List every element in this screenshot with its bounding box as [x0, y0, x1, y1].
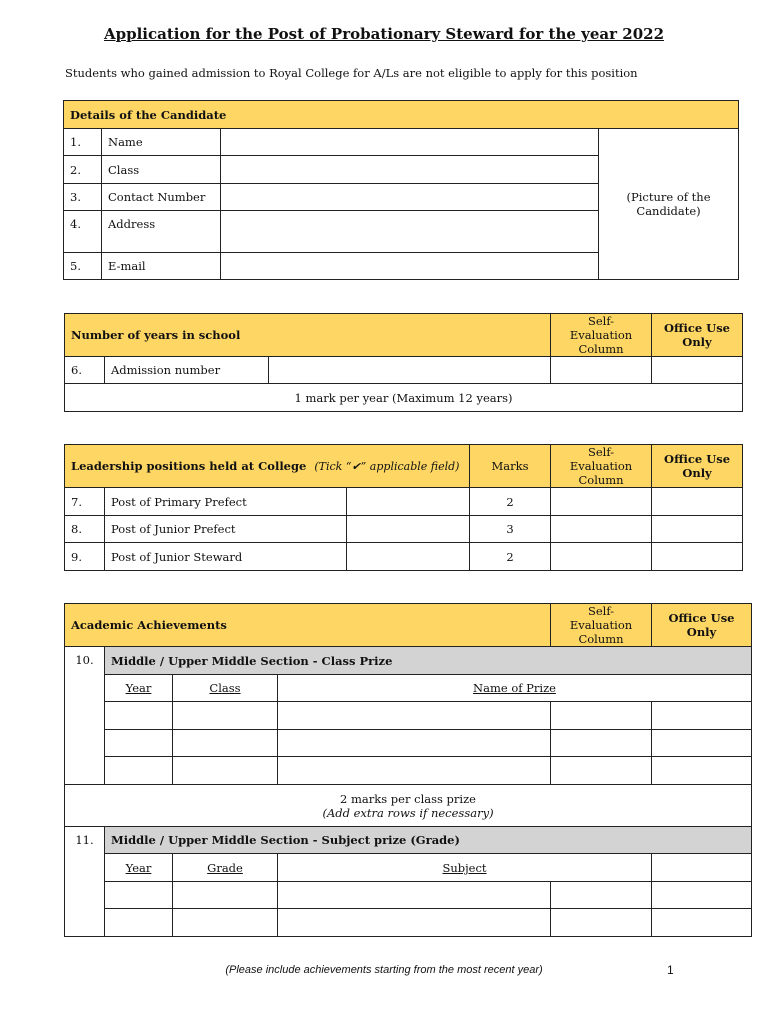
- row-number: 8.: [65, 516, 105, 543]
- office-use-cell: [652, 757, 752, 785]
- class-field[interactable]: [221, 156, 599, 184]
- self-evaluation-cell[interactable]: [551, 516, 652, 543]
- junior-steward-label: Post of Junior Steward: [105, 543, 347, 571]
- self-evaluation-cell[interactable]: [551, 488, 652, 516]
- self-evaluation-cell[interactable]: [551, 909, 652, 937]
- row-number: 7.: [65, 488, 105, 516]
- class-prize-class-cell[interactable]: [173, 702, 278, 730]
- primary-prefect-tick-field[interactable]: [347, 488, 470, 516]
- class-prize-year-cell[interactable]: [105, 757, 173, 785]
- class-column-header: Class: [173, 675, 278, 702]
- office-use-header: Office Use Only: [652, 445, 743, 488]
- name-field[interactable]: [221, 129, 599, 156]
- prize-name-column-header: Name of Prize: [278, 675, 752, 702]
- self-evaluation-cell[interactable]: [551, 730, 652, 757]
- subject-prize-grade-cell[interactable]: [173, 909, 278, 937]
- class-prize-class-cell[interactable]: [173, 757, 278, 785]
- self-evaluation-header: Self-Evaluation Column: [551, 445, 652, 488]
- subject-prize-year-cell[interactable]: [105, 882, 173, 909]
- class-prize-name-cell[interactable]: [278, 730, 551, 757]
- self-evaluation-header: Self-Evaluation Column: [551, 314, 652, 357]
- self-evaluation-cell[interactable]: [551, 757, 652, 785]
- year-column-header: Year: [105, 854, 173, 882]
- self-evaluation-header: Self-Evaluation Column: [551, 604, 652, 647]
- subject-prize-year-cell[interactable]: [105, 909, 173, 937]
- row-number: 2.: [64, 156, 102, 184]
- admission-number-label: Admission number: [105, 357, 269, 384]
- leadership-table: [64, 444, 743, 571]
- admission-number-field[interactable]: [269, 357, 551, 384]
- class-prize-year-cell[interactable]: [105, 730, 173, 757]
- class-prize-note: [65, 785, 752, 827]
- primary-prefect-label: Post of Primary Prefect: [105, 488, 347, 516]
- row-number: 6.: [65, 357, 105, 384]
- class-prize-marking-note: 2 marks per class prize: [340, 791, 476, 806]
- primary-prefect-marks: 2: [470, 488, 551, 516]
- junior-prefect-label: Post of Junior Prefect: [105, 516, 347, 543]
- self-evaluation-cell[interactable]: [551, 882, 652, 909]
- leadership-section-header: [65, 445, 470, 488]
- row-number: 10.: [65, 647, 105, 785]
- office-use-cell: [652, 488, 743, 516]
- office-use-cell: [652, 702, 752, 730]
- office-use-cell: [652, 357, 743, 384]
- years-section-header: Number of years in school: [65, 314, 551, 357]
- page-number: 1: [667, 963, 674, 977]
- self-evaluation-cell[interactable]: [551, 702, 652, 730]
- junior-prefect-tick-field[interactable]: [347, 516, 470, 543]
- row-number: 5.: [64, 253, 102, 280]
- row-number: 1.: [64, 129, 102, 156]
- subject-prize-grade-cell[interactable]: [173, 882, 278, 909]
- add-rows-note: (Add extra rows if necessary): [322, 805, 494, 820]
- class-prize-year-cell[interactable]: [105, 702, 173, 730]
- row-number: 11.: [65, 827, 105, 937]
- class-prize-name-cell[interactable]: [278, 702, 551, 730]
- office-use-cell: [652, 543, 743, 571]
- office-use-header: Office Use Only: [652, 314, 743, 357]
- candidate-picture-box[interactable]: [599, 129, 739, 280]
- row-number: 3.: [64, 184, 102, 211]
- academic-section-header: Academic Achievements: [65, 604, 551, 647]
- address-label: Address: [102, 211, 221, 253]
- year-column-header: Year: [105, 675, 173, 702]
- grade-column-header: Grade: [173, 854, 278, 882]
- subject-column-header: Subject: [278, 854, 652, 882]
- class-prize-subheader: Middle / Upper Middle Section - Class Prize: [105, 647, 752, 675]
- candidate-section-header: Details of the Candidate: [64, 101, 739, 129]
- junior-steward-marks: 2: [470, 543, 551, 571]
- office-use-cell: [652, 516, 743, 543]
- email-label: E-mail: [102, 253, 221, 280]
- marks-header: Marks: [470, 445, 551, 488]
- leadership-header-note: (Tick “✔” applicable field): [314, 460, 460, 473]
- page-title: Application for the Post of Probationary Steward for the year 2022: [103, 25, 665, 43]
- office-use-cell: [652, 882, 752, 909]
- office-use-cell: [652, 909, 752, 937]
- years-in-school-table: [64, 313, 743, 412]
- class-prize-class-cell[interactable]: [173, 730, 278, 757]
- leadership-header-title: Leadership positions held at College: [71, 459, 307, 473]
- eligibility-note: Students who gained admission to Royal College for A/Ls are not eligible to apply for this position: [65, 66, 638, 80]
- footer-note: (Please include achievements starting from the most recent year): [225, 964, 543, 976]
- name-label: Name: [102, 129, 221, 156]
- row-number: 4.: [64, 211, 102, 253]
- junior-steward-tick-field[interactable]: [347, 543, 470, 571]
- contact-number-label: Contact Number: [102, 184, 221, 211]
- subject-prize-subheader: Middle / Upper Middle Section - Subject prize (Grade): [105, 827, 752, 854]
- blank-header-cell: [652, 854, 752, 882]
- self-evaluation-cell[interactable]: [551, 543, 652, 571]
- contact-number-field[interactable]: [221, 184, 599, 211]
- subject-prize-subject-cell[interactable]: [278, 882, 551, 909]
- picture-placeholder-label: (Picture of the Candidate): [626, 190, 711, 218]
- class-prize-name-cell[interactable]: [278, 757, 551, 785]
- class-label: Class: [102, 156, 221, 184]
- email-field[interactable]: [221, 253, 599, 280]
- office-use-header: Office Use Only: [652, 604, 752, 647]
- subject-prize-subject-cell[interactable]: [278, 909, 551, 937]
- years-marking-note: 1 mark per year (Maximum 12 years): [65, 384, 743, 412]
- candidate-details-table: [63, 100, 739, 280]
- junior-prefect-marks: 3: [470, 516, 551, 543]
- row-number: 9.: [65, 543, 105, 571]
- office-use-cell: [652, 730, 752, 757]
- academic-achievements-table: [64, 603, 752, 937]
- self-evaluation-cell[interactable]: [551, 357, 652, 384]
- address-field[interactable]: [221, 211, 599, 253]
